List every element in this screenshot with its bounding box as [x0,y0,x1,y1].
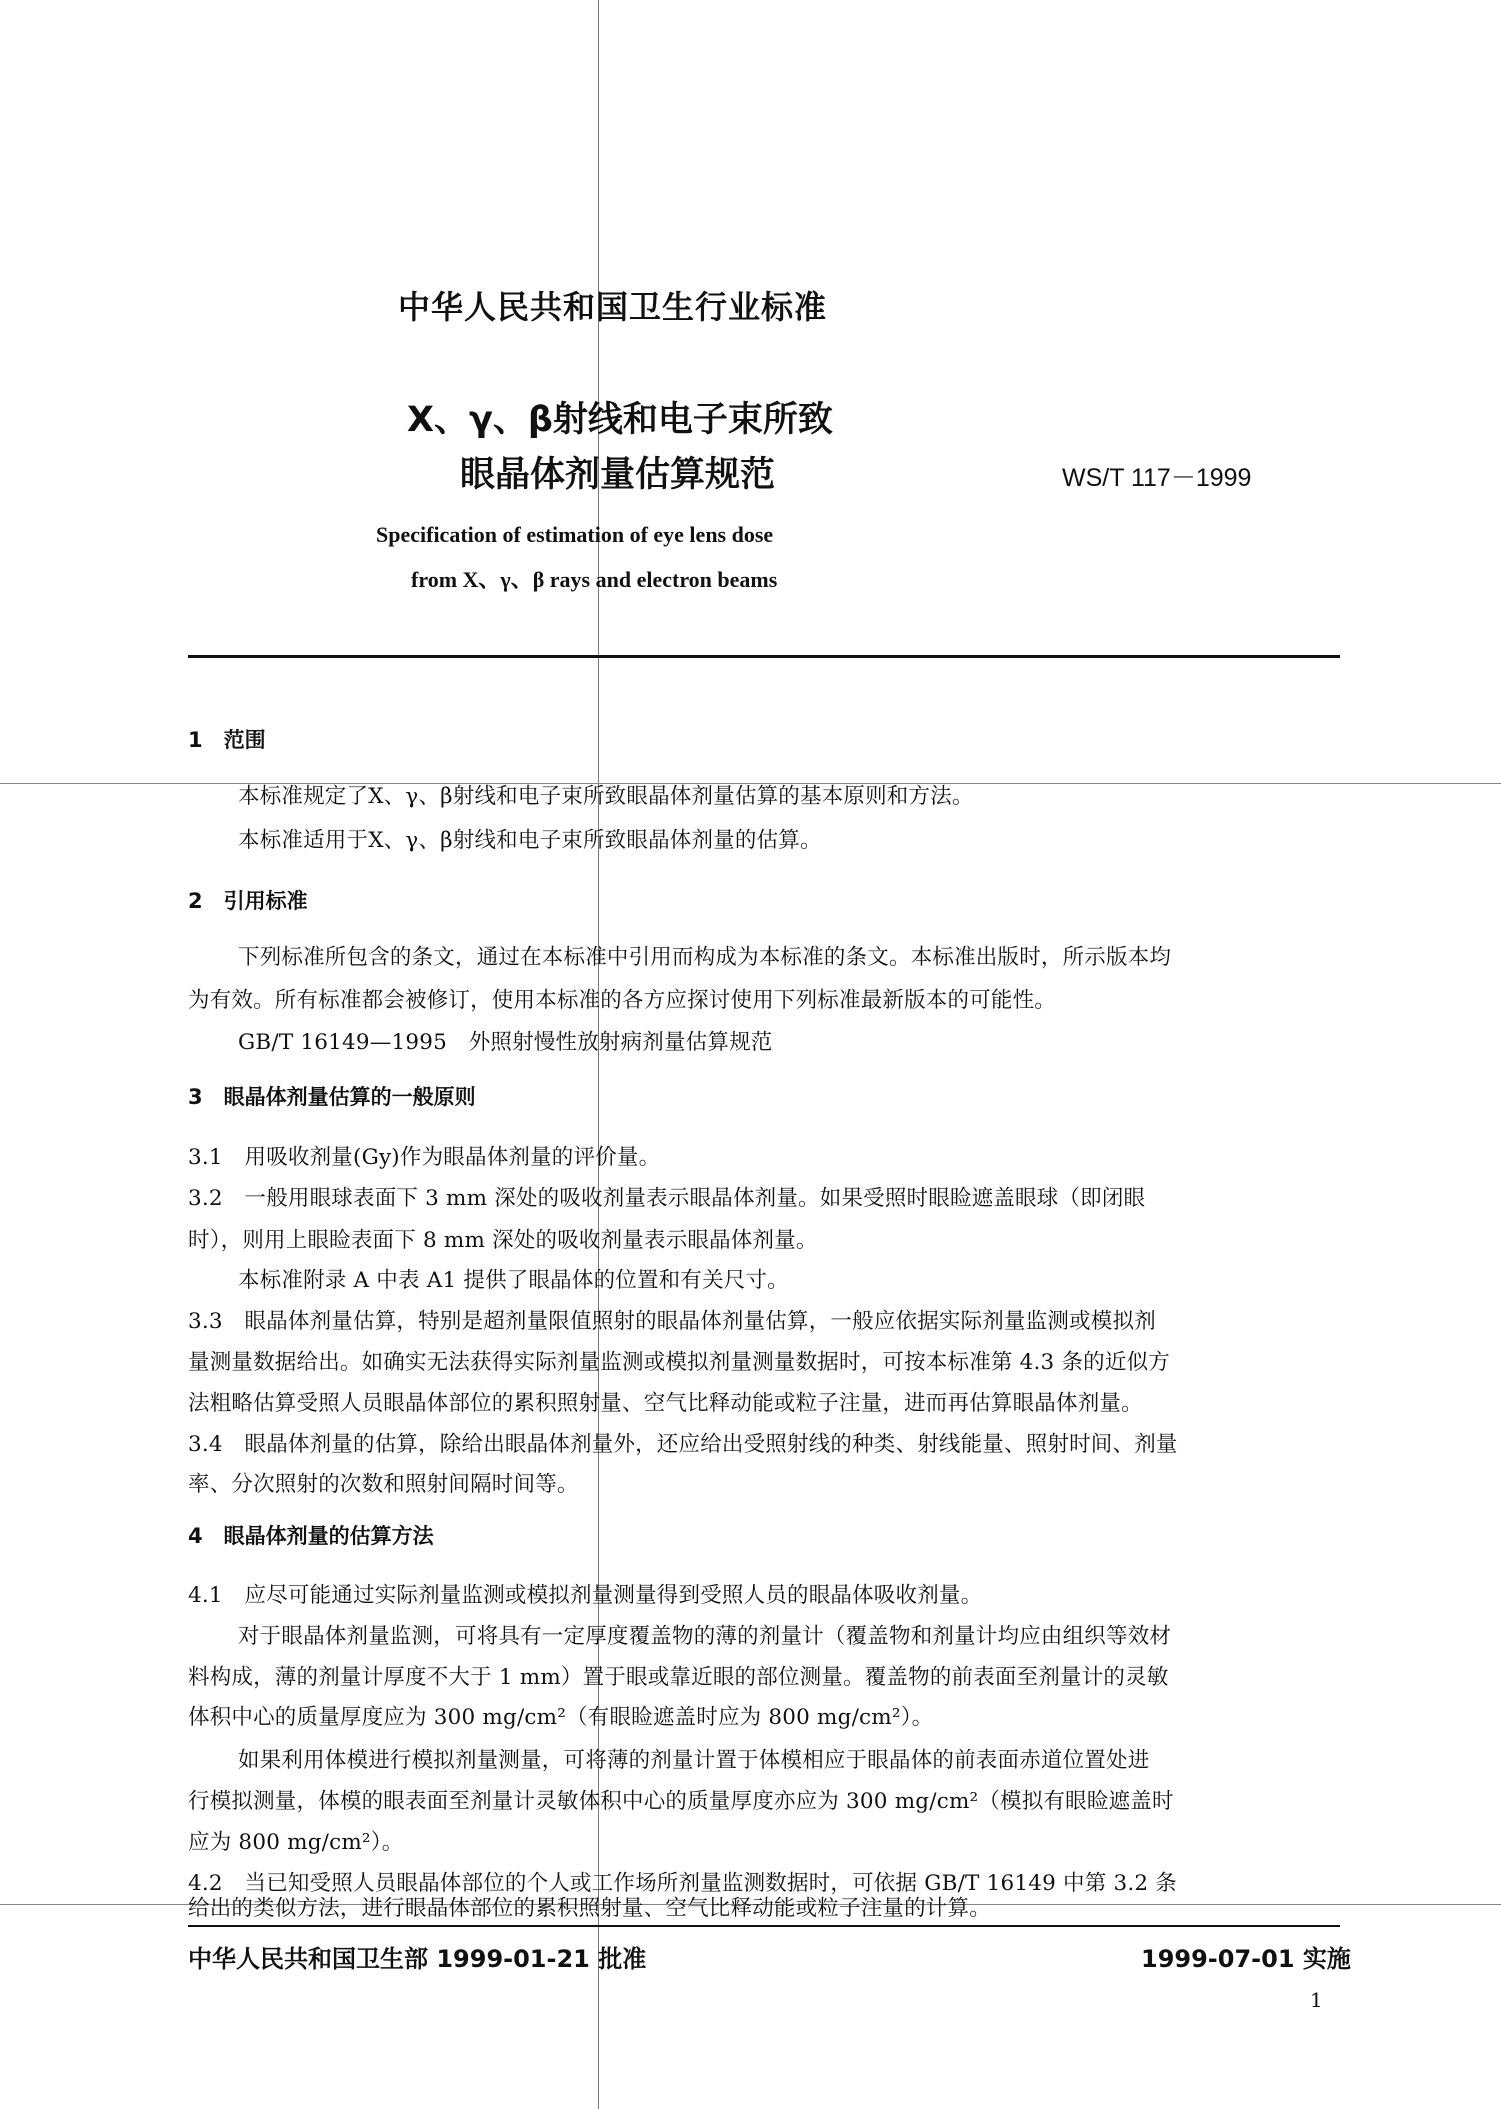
clause-3-2-line-1: 3.2 一般用眼球表面下 3 mm 深处的吸收剂量表示眼晶体剂量。如果受照时眼睑遮盖眼球（即闭眼 [188,1186,1146,1211]
clause-4-2-line-2: 给出的类似方法，进行眼晶体部位的累积照射量、空气比释动能或粒子注量的计算。 [188,1896,991,1921]
document-title-line-2: 眼晶体剂量估算规范 [460,455,776,495]
implementation-date: 1999-07-01 实施 [1141,1945,1351,1973]
approval-statement: 中华人民共和国卫生部 1999-01-21 批准 [188,1945,647,1973]
clause-3-3-line-3: 法粗略估算受照人员眼晶体部位的累积照射量、空气比释动能或粒子注量，进而再估算眼晶体剂量。 [188,1391,1143,1416]
clause-3-2-line-2: 时），则用上眼睑表面下 8 mm 深处的吸收剂量表示眼晶体剂量。 [188,1228,818,1253]
header-rule [188,655,1340,658]
section-1-heading: 1 范围 [188,728,266,752]
clause-3-2-line-3: 本标准附录 A 中表 A1 提供了眼晶体的位置和有关尺寸。 [238,1268,789,1293]
clause-4-1-para-2-line-3: 应为 800 mg/cm²）。 [188,1830,404,1855]
clause-3-4-line-2: 率、分次照射的次数和照射间隔时间等。 [188,1472,579,1497]
clause-4-1-para-1-line-1: 对于眼晶体剂量监测，可将具有一定厚度覆盖物的薄的剂量计（覆盖物和剂量计均应由组织等效材 [238,1624,1172,1649]
clause-4-1-para-2-line-2: 行模拟测量，体模的眼表面至剂量计灵敏体积中心的质量厚度亦应为 300 mg/cm²（模拟有眼睑遮盖时 [188,1789,1174,1814]
english-title-line-1: Specification of estimation of eye lens dose [376,522,774,547]
clause-4-1: 4.1 应尽可能通过实际剂量监测或模拟剂量测量得到受照人员的眼晶体吸收剂量。 [188,1583,983,1608]
clause-4-2-line-1: 4.2 当已知受照人员眼晶体部位的个人或工作场所剂量监测数据时，可依据 GB/T 16149 中第 3.2 条 [188,1871,1178,1896]
page-number: 1 [1310,1988,1323,2012]
clause-4-1-para-2-line-1: 如果利用体模进行模拟剂量测量，可将薄的剂量计置于体模相应于眼晶体的前表面赤道位置处进 [238,1748,1150,1773]
english-title-line-2: from X、γ、β rays and electron beams [411,567,778,592]
section-2-paragraph-line-2: 为有效。所有标准都会被修订，使用本标准的各方应探讨使用下列标准最新版本的可能性。 [188,988,1057,1013]
issuing-organization: 中华人民共和国卫生行业标准 [398,288,828,326]
clause-3-3-line-2: 量测量数据给出。如确实无法获得实际剂量监测或模拟剂量测量数据时，可按本标准第 4.3 条的近似方 [188,1350,1170,1375]
clause-3-3-line-1: 3.3 眼晶体剂量估算，特别是超剂量限值照射的眼晶体剂量估算，一般应依据实际剂量监测或模拟剂 [188,1309,1156,1334]
footer-rule [188,1925,1340,1927]
standard-code: WS/T 117－1999 [1062,464,1252,492]
normative-reference: GB/T 16149—1995 外照射慢性放射病剂量估算规范 [238,1030,773,1055]
clause-3-4-line-1: 3.4 眼晶体剂量的估算，除给出眼晶体剂量外，还应给出受照射线的种类、射线能量、照射时间、剂量 [188,1432,1178,1457]
section-3-heading: 3 眼晶体剂量估算的一般原则 [188,1085,476,1109]
document-title-line-1: X、γ、β射线和电子束所致 [407,400,833,440]
clause-3-1: 3.1 用吸收剂量(Gy)作为眼晶体剂量的评价量。 [188,1145,661,1170]
clause-4-1-para-1-line-3: 体积中心的质量厚度应为 300 mg/cm²（有眼睑遮盖时应为 800 mg/cm²）。 [188,1705,934,1730]
section-2-paragraph-line-1: 下列标准所包含的条文，通过在本标准中引用而构成为本标准的条文。本标准出版时，所示版本均 [238,945,1172,970]
section-4-heading: 4 眼晶体剂量的估算方法 [188,1524,434,1548]
section-1-paragraph-1: 本标准规定了X、γ、β射线和电子束所致眼晶体剂量估算的基本原则和方法。 [238,784,974,809]
section-2-heading: 2 引用标准 [188,889,308,913]
clause-4-1-para-1-line-2: 料构成，薄的剂量计厚度不大于 1 mm）置于眼或靠近眼的部位测量。覆盖物的前表面至剂量计的灵敏 [188,1665,1169,1690]
section-1-paragraph-2: 本标准适用于X、γ、β射线和电子束所致眼晶体剂量的估算。 [238,828,822,853]
